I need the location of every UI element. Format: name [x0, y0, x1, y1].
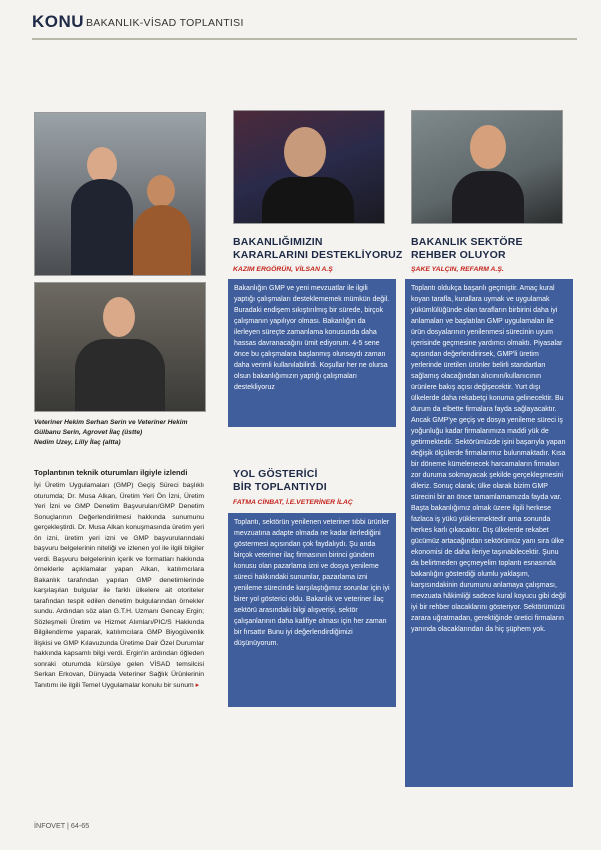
page-footer: İNFOVET | 64-65 [34, 821, 90, 830]
mid1-quote-box [228, 279, 396, 427]
person-body [133, 205, 191, 276]
caption-line-1: Veteriner Hekim Serhan Serin ve Veteriner Hekim Gülbanu Serin, Agrovet İlaç (üstte) [34, 419, 188, 436]
mid2-author: FATMA CİNBAT, İ.E.VETERİNER İLAÇ [233, 499, 353, 506]
person-head [470, 125, 506, 169]
photo-sake-yalcin [411, 110, 563, 224]
left-body-text [34, 481, 204, 691]
mid1-title-line-2: KARARLARINI DESTEKLİYORUZ [233, 249, 403, 261]
left-text-content: İyi Üretim Uygulamaları (GMP) Geçiş Süreci başlıklı oturumda; Dr. Musa Alkan, Üretim Yeri Ön İzni, Üretim Yeri İzni ve GMP Denetim Başvuruları/GMP Denetim Sonuçlarının Değerlendirilmesi hakkında sunumunu gerçekleştirdi. Dr. Musa Alkan konuşmasında üretim yeri ön izni, üretim yeri izni ve GMP başvurularındaki başvuru belgelerinin niteliği ve izlenen yol ile ilgili bilgiler verdi. Başvuru belgelerinin içerik ve formatları hakkında örneklerle açıklamalar yapan Alkan, katılımcılara Bakanlık tarafından yapılan GMP denetimlerinde karşılaşılan bulgular ile farklı ülkelere ait otoriteler tarafından tespit edilen denetim bulgularından örnekler sundu. Ardından söz alan G.T.H. Uzmanı Gencay Ergin; Sözleşmeli Üretim ve Hizmet Alımları/PIC/S Hakkında Bilgilendirme yaparak, katılımcılara GMP Biyogüvenlik İlişkisi ve GMP Kılavuzunda Üretime Dair Özel Durumlar hakkında kapsamlı bilgi verdi. Ergin'in ardından öğleden sonraki oturumda kürsüye gelen VİSAD temsilcisi Serkan Erkovan, Dünyada Veteriner Sağlık Ürünlerinin Tanıtımı ile ilgili Temel Uygulamalar konulu bir sunum [34, 482, 204, 689]
right-title [411, 236, 523, 262]
right-author: ŞAKE YALÇIN, REFARM A.Ş. [411, 266, 504, 273]
person-body [452, 171, 524, 224]
mid1-author: KAZIM ERGÖRÜN, VİLSAN A.Ş [233, 266, 333, 273]
mid2-title-line-1: YOL GÖSTERİCİ [233, 468, 318, 480]
right-quote-text: Toplantı oldukça başarılı geçmiştir. Amaç kural koyan tarafla, kurallara uymak ve uygulamak yükümlülüğünde olan tarafların birbirini daha iyi anlamaları ve başlatılan GMP uygulamaları ile ürün dosyalarının yenilenmesi sürecinin uyum içerisinde geçmesine yardımcı olmaktı. Piyasalar açısından değerlendirirsek, GMP'li üretim yerlerinde üretilen ürünler belirli standartları sağlamış olacağından alıcının/kullanıcının ürünlere bakış açısı değişecektir. Yurt dışı ülkelerde daha rekabetçi konuma gelinecektir. Bu durum da elbette firmalara fayda sağlayacaktır. Ancak GMP'ye geçiş ve dosya yenileme süreci iş yoğunluğu kadar firmalarımıza maddi yük de getirmektedir. Sektörümüzde işini başarıyla yapan değişik ölçülerde firmalarımız bulunmaktadır. Kısa bir döneme kümelenecek harcamaların firmaları zor duruma sokmayacak şekilde gerçekleşmesini dileriz. Sonuç olarak; ülke olarak bizim GMP sürecini bir an önce tamamlamamızda fayda var. Başta bakanlığımız olmak üzere ilgili herkese fazlaca iş yükü yüklenmektedir ama sonunda herkes karlı çıkacaktır. Dış ülkelerde rekabet gücümüz artacağından sektörümüz yanı sıra ülke ekonomisi de daha ileriye taşınabilecektir. Şunu da belirtmeden geçmeyelim toplantı esnasında bakanlığın gösterdiği olumlu yaklaşım, karşısındakinin durumunu anlamaya çalışması, mevzuata hâkimliği sadece kural koyucu gibi değil iyi bir rehber olacaklarını gösteriyor. Sektörümüzü zarara uğratmadan, gerektiğinde üretici firmaların yanında olacaklarından da hiç şüphem yok. [411, 285, 566, 633]
person-body [71, 179, 133, 276]
person-head [284, 127, 326, 177]
mid1-title [233, 236, 403, 262]
section-label: KONU [32, 12, 85, 31]
caption-line-2: Nedim Uzey, Lilly İlaç (altta) [34, 439, 121, 446]
mid2-quote-text: Toplantı, sektörün yenilenen veteriner tıbbi ürünler mevzuatına adapte olmada ne kadar ilerlediğini göstermesi açısından çok faydalıydı. Şu anda birçok veteriner ilaç firmasının birinci gündem konusu olan pazarlama izni ve dosya yenileme süreci hakkındaki sunumlar, pazarlama izni yenileme sürecinde karşılaştığımız sorunlar için iyi birer yol gösterici oldu. Bakanlık ve veteriner ilaç sektörü arasındaki bilgi alışverişi, sektör çalışanlarının daha kalifiye olması için her zaman bir fırsattır Bunu iyi değerlendirdiğimizi düşünüyorum. [234, 519, 390, 647]
right-quote-box [405, 279, 573, 787]
left-section-title: Toplantının teknik oturumları ilgiyle izlendi [34, 468, 188, 477]
mid2-title [233, 468, 327, 494]
photo-caption [34, 418, 204, 448]
page-title: BAKANLIK-VİSAD TOPLANTISI [86, 17, 244, 29]
continue-arrow-icon: ▸ [195, 681, 199, 689]
mid2-quote-box [228, 513, 396, 707]
right-title-line-1: BAKANLIK SEKTÖRE [411, 236, 523, 248]
person-head [87, 147, 117, 183]
right-title-line-2: REHBER OLUYOR [411, 249, 506, 261]
header-divider [32, 38, 577, 40]
person-head [147, 175, 175, 207]
person-body [75, 339, 165, 412]
mid1-quote-text: Bakanlığın GMP ve yeni mevzuatlar ile ilgili yaptığı çalışmaları desteklememek mümkün değil. Buradaki endişem sıkıştırılmış bir sürede, birçok çalışmanın yapılıyor olması. Bakanlığın da ilerleyen süreçte zamanlama konusunda daha hassas davranacağını ümit ediyorum. 4-5 sene önce bu çalışmalara başlanmış olunsaydı zaman daha verimli kullanılabilirdi. Koşullar her ne olursa olsun bakanlığımızın yaptığı çalışmaları destekliyoruz [234, 285, 390, 391]
photo-serin-couple [34, 112, 206, 276]
photo-nedim-uzey [34, 282, 206, 412]
person-body [262, 177, 354, 224]
mid2-title-line-2: BİR TOPLANTIYDI [233, 481, 327, 493]
person-head [103, 297, 135, 337]
photo-kazim-ergorun [233, 110, 385, 224]
mid1-title-line-1: BAKANLIĞIMIZIN [233, 236, 323, 248]
